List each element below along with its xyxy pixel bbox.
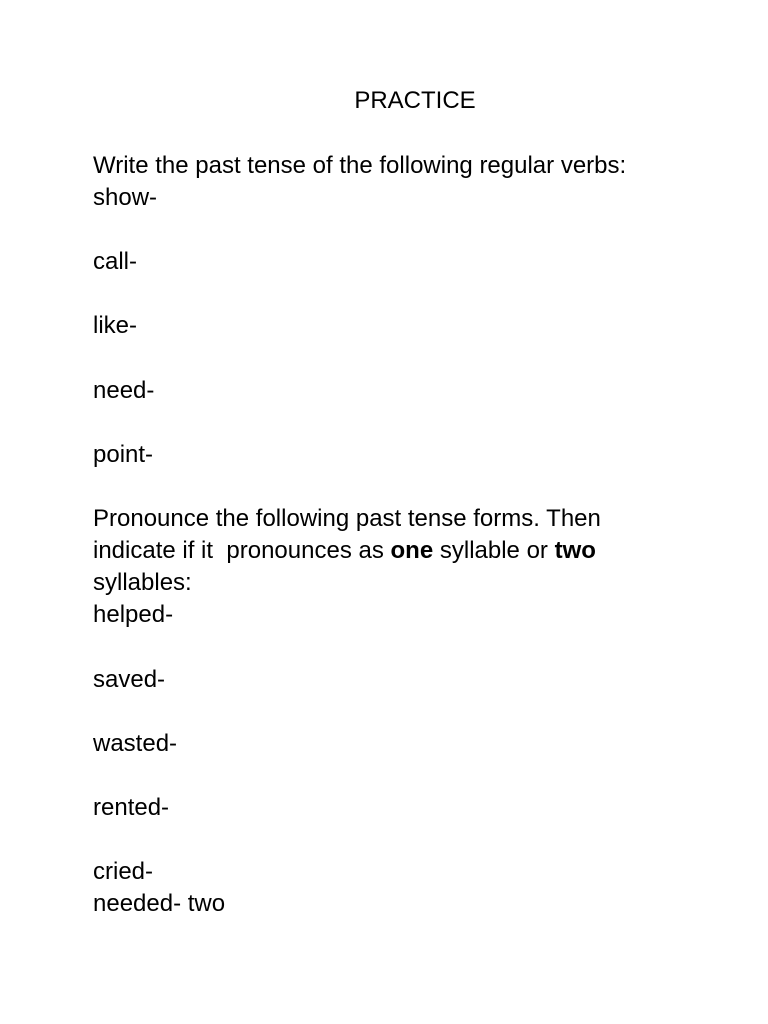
past-form-item: saved- — [93, 665, 166, 693]
emphasis-two: two — [554, 537, 596, 565]
verb-item: show- — [93, 184, 158, 212]
past-form-item: cried- — [93, 858, 154, 886]
instruction-text: indicate if it pronounces as — [93, 537, 391, 565]
section1-instruction: Write the past tense of the following regular verbs: — [93, 152, 627, 179]
verb-item: like- — [93, 312, 138, 340]
emphasis-one: one — [390, 537, 434, 565]
document-body — [93, 150, 713, 920]
verb-item: need- — [93, 376, 155, 404]
section2-instruction-line3: syllables: — [93, 569, 192, 597]
section2-instruction-line2 — [93, 535, 713, 567]
section2-instruction-line1: Pronounce the following past tense forms. Then — [93, 505, 601, 533]
instruction-text: syllable or — [433, 537, 555, 565]
past-form-item: rented- — [93, 793, 170, 821]
verb-item: point- — [93, 440, 154, 468]
past-form-item-answered: needed- two — [93, 890, 226, 918]
verb-item: call- — [93, 248, 138, 276]
past-form-item: helped- — [93, 601, 174, 629]
past-form-item: wasted- — [93, 729, 178, 757]
page-title: PRACTICE — [354, 87, 476, 114]
